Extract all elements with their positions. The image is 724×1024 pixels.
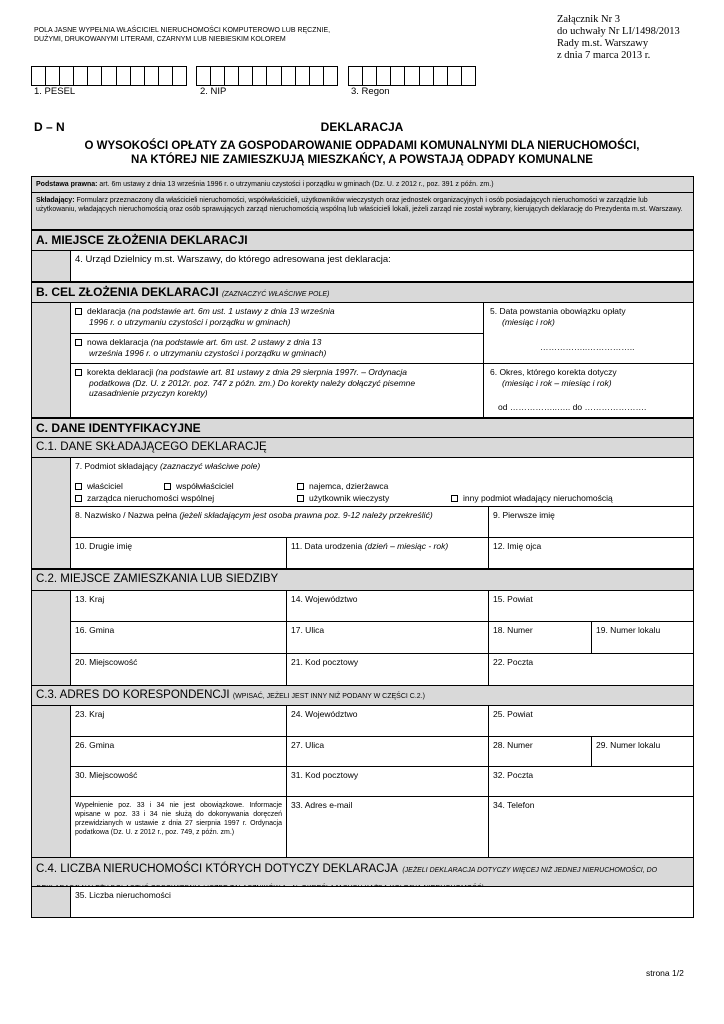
regon-field[interactable] (348, 66, 476, 86)
checkbox-icon[interactable] (297, 495, 304, 502)
section-c2-header: C.2. MIEJSCE ZAMIESZKANIA LUB SIEDZIBY (31, 569, 694, 591)
field-28-number[interactable]: 28. Numer (488, 736, 592, 767)
margin-cell (31, 590, 71, 686)
field-8-name[interactable]: 8. Nazwisko / Nazwa pełna (jeżeli składającym jest osoba prawna poz. 9-12 należy przekreślić) (70, 506, 489, 538)
pesel-field[interactable] (31, 66, 187, 86)
option-correction[interactable]: korekta deklaracji (na podstawie art. 81 ustawy z dnia 29 sierpnia 1997r. – Ordynacja podatkowa (Dz. U. z 2012r. poz. 747 z późn. zm.) Do korekty należy dołączyć pisemne uzasadnienie przyczyn korekty) (70, 363, 484, 418)
field-16-municipality[interactable]: 16. Gmina (70, 621, 287, 654)
checkbox-icon[interactable] (75, 495, 82, 502)
field-13-country[interactable]: 13. Kraj (70, 590, 287, 622)
margin-cell (31, 886, 71, 918)
form-title: O WYSOKOŚCI OPŁATY ZA GOSPODAROWANIE ODPADAMI KOMUNALNYMI DLA NIERUCHOMOŚCI, NA KTÓREJ NIE ZAMIESZKUJĄ MIESZKAŃCY, A POWSTAJĄ ODPADY KOMUNALNE (84, 140, 640, 166)
field-23-country[interactable]: 23. Kraj (70, 705, 287, 737)
nip-field[interactable] (196, 66, 338, 86)
field-32-post-office[interactable]: 32. Poczta (488, 766, 694, 797)
field-5-obligation-date[interactable]: 5. Data powstania obowiązku opłaty (miesiąc i rok) ……………..…………….. (483, 302, 694, 364)
field-10-second-name[interactable]: 10. Drugie imię (70, 537, 287, 569)
checkbox-icon[interactable] (75, 339, 82, 346)
section-b-header: B. CEL ZŁOŻENIA DEKLARACJI (ZAZNACZYĆ WŁAŚCIWE POLE) (31, 282, 694, 303)
filer-info: Składający: Formularz przeznaczony dla właścicieli nieruchomości, współwłaścicieli, użytkowników wieczystych oraz jednostek organizacyjnych i osób posiadających nieruchomości w zarządzie lub użytkowaniu, władających nieruchomością oraz osób sprawujących zarząd nieruchomością wspólną lub właścicieli lokali, jeżeli zarząd nie został wybrany, kierujących deklarację do Prezydenta m.st. Warszawy. (31, 192, 694, 230)
section-c3-header: C.3. ADRES DO KORESPONDENCJI (WPISAĆ, JEŻELI JEST INNY NIŻ PODANY W CZĘŚCI C.2.) (31, 685, 694, 706)
regon-label: 3. Regon (351, 86, 390, 97)
fill-instructions: POLA JASNE WYPEŁNIA WŁAŚCICIEL NIERUCHOMOŚCI KOMPUTEROWO LUB RĘCZNIE, DUŻYMI, DRUKOWANYMI LITERAMI, CZARNYM LUB NIEBIESKIM KOLOREM (34, 27, 331, 43)
page-number: strona 1/2 (646, 968, 684, 978)
checkbox-icon[interactable] (297, 483, 304, 490)
field-21-postal-code[interactable]: 21. Kod pocztowy (286, 653, 489, 686)
field-7-subject[interactable]: 7. Podmiot składający (zaznaczyć właściwe pole) właściciel współwłaściciel najemca, dzierżawca zarządca nieruchomości wspólnej użytkownik wieczysty inny podmiot władający nieruchomością (70, 457, 694, 507)
field-33-email[interactable]: 33. Adres e-mail (286, 796, 489, 858)
field-27-street[interactable]: 27. Ulica (286, 736, 489, 767)
pesel-label: 1. PESEL (34, 86, 76, 97)
field-35-property-count[interactable]: 35. Liczba nieruchomości (70, 886, 694, 918)
field-9-first-name[interactable]: 9. Pierwsze imię (488, 506, 694, 538)
checkbox-icon[interactable] (164, 483, 171, 490)
annex-note: Załącznik Nr 3 do uchwały Nr LI/1498/2013 Rady m.st. Warszawy z dnia 7 marca 2013 r. (557, 14, 680, 61)
checkbox-icon[interactable] (451, 495, 458, 502)
field-14-voivodeship[interactable]: 14. Województwo (286, 590, 489, 622)
field-17-street[interactable]: 17. Ulica (286, 621, 489, 654)
field-29-flat-number[interactable]: 29. Numer lokalu (591, 736, 694, 767)
section-c-header: C. DANE IDENTYFIKACYJNE (31, 418, 694, 438)
field-34-phone[interactable]: 34. Telefon (488, 796, 694, 858)
section-c4-header: C.4. LICZBA NIERUCHOMOŚCI KTÓRYCH DOTYCZY DEKLARACJA (JEŻELI DEKLARACJA DOTYCZY WIĘCEJ NIŻ JEDNEJ NIERUCHOMOŚCI, DO (31, 857, 694, 887)
section-a-header: A. MIEJSCE ZŁOŻENIA DEKLARACJI (31, 230, 694, 251)
checkbox-icon[interactable] (75, 483, 82, 490)
field-20-city[interactable]: 20. Miejscowość (70, 653, 287, 686)
field-19-flat-number[interactable]: 19. Numer lokalu (591, 621, 694, 654)
field-25-county[interactable]: 25. Powiat (488, 705, 694, 737)
nip-label: 2. NIP (200, 86, 227, 97)
margin-cell (31, 457, 71, 569)
field-4-office[interactable]: 4. Urząd Dzielnicy m.st. Warszawy, do którego adresowana jest deklaracja: (70, 250, 694, 282)
field-31-postal-code[interactable]: 31. Kod pocztowy (286, 766, 489, 797)
margin-cell (31, 250, 71, 282)
field-26-municipality[interactable]: 26. Gmina (70, 736, 287, 767)
field-18-number[interactable]: 18. Numer (488, 621, 592, 654)
checkbox-icon[interactable] (75, 369, 82, 376)
form-code: D – N (34, 120, 65, 134)
field-6-correction-period[interactable]: 6. Okres, którego korekta dotyczy (miesiąc i rok – miesiąc i rok) od ……………..….. do …………………. (483, 363, 694, 418)
margin-cell (31, 302, 71, 418)
option-new-declaration[interactable]: nowa deklaracja (na podstawie art. 6m ust. 2 ustawy z dnia 13 września 1996 r. o utrzymaniu czystości i porządku w gminach) (70, 333, 484, 364)
field-12-father-name[interactable]: 12. Imię ojca (488, 537, 694, 569)
contact-note: Wypełnienie poz. 33 i 34 nie jest obowiązkowe. Informacje wpisane w poz. 33 i 34 nie służą do dokonywania doręczeń przewidzianych w ustawie z dnia 27 sierpnia 1997 r. Ordynacja podatkowa (Dz. U. z 2012 r., poz. 749, z późn. zm.) (70, 796, 287, 858)
field-22-post-office[interactable]: 22. Poczta (488, 653, 694, 686)
field-11-birth-date[interactable]: 11. Data urodzenia (dzień – miesiąc - rok) (286, 537, 489, 569)
field-15-county[interactable]: 15. Powiat (488, 590, 694, 622)
legal-basis: Podstawa prawna: art. 6m ustawy z dnia 13 września 1996 r. o utrzymaniu czystości i porządku w gminach (Dz. U. z 2012 r., poz. 391 z późn. zm.) (31, 176, 694, 193)
field-30-city[interactable]: 30. Miejscowość (70, 766, 287, 797)
margin-cell (31, 705, 71, 858)
option-declaration[interactable]: deklaracja (na podstawie art. 6m ust. 1 ustawy z dnia 13 września 1996 r. o utrzymaniu czystości i porządku w gminach) (70, 302, 484, 334)
section-c1-header: C.1. DANE SKŁADAJĄCEGO DEKLARACJĘ (31, 437, 694, 458)
checkbox-icon[interactable] (75, 308, 82, 315)
field-24-voivodeship[interactable]: 24. Województwo (286, 705, 489, 737)
form-heading: DEKLARACJA (320, 120, 404, 134)
